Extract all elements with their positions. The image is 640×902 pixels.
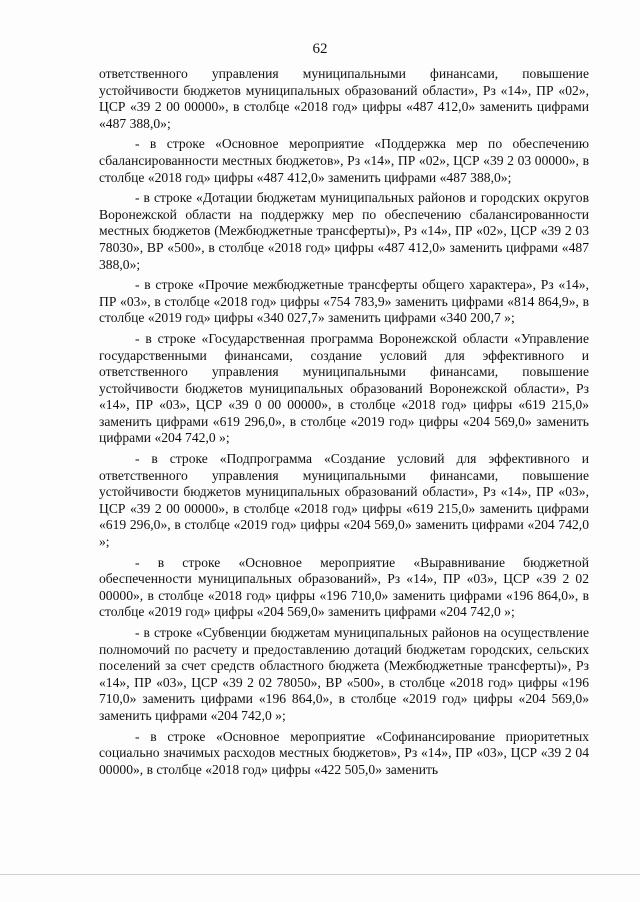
scan-edge-divider	[0, 874, 640, 875]
document-body	[99, 66, 589, 782]
paragraph: - в строке «Подпрограмма «Создание условий для эффективного и ответственного управления муниципальными финансами, повышение устойчивости бюджетов муниципальных образований области», Рз «14», ПР «03», ЦСР «39 2 00 00000», в столбце «2018 год» цифры «619 215,0» заменить цифрами «619 296,0», в столбце «2019 год» цифры «204 569,0» заменить цифрами «204 742,0 »;	[99, 451, 589, 550]
paragraph: - в строке «Основное мероприятие «Софинансирование приоритетных социально значимых расходов местных бюджетов», Рз «14», ПР «03», ЦСР «39 2 04 00000», в столбце «2018 год» цифры «422 505,0» заменить	[99, 728, 589, 777]
paragraph: - в строке «Прочие межбюджетные трансферты общего характера», Рз «14», ПР «03», в столбце «2018 год» цифры «754 783,9» заменить цифрами «814 864,9», в столбце «2019 год» цифры «340 027,7» заменить цифрами «340 200,7 »;	[99, 277, 589, 326]
paragraph: - в строке «Основное мероприятие «Поддержка мер по обеспечению сбалансированности местных бюджетов», Рз «14», ПР «02», ЦСР «39 2 03 00000», в столбце «2018 год» цифры «487 412,0» заменить цифрами «487 388,0»;	[99, 136, 589, 185]
page-number: 62	[312, 41, 328, 57]
paragraph-continued: ответственного управления муниципальными финансами, повышение устойчивости бюджетов муниципальных образований области», Рз «14», ПР «02», ЦСР «39 2 00 00000», в столбце «2018 год» цифры «487 412,0» заменить цифрами «487 388,0»;	[99, 66, 589, 131]
paragraph: - в строке «Дотации бюджетам муниципальных районов и городских округов Воронежской области на поддержку мер по обеспечению сбалансированности местных бюджетов (Межбюджетные трансферты)», Рз «14», ПР «02», ЦСР «39 2 03 78030», ВР «500», в столбце «2018 год» цифры «487 412,0» заменить цифрами «487 388,0»;	[99, 190, 589, 272]
paragraph: - в строке «Основное мероприятие «Выравнивание бюджетной обеспеченности муниципальных образований», Рз «14», ПР «03», ЦСР «39 2 02 00000», в столбце «2018 год» цифры «196 710,0» заменить цифрами «196 864,0», в столбце «2019 год» цифры «204 569,0» заменить цифрами «204 742,0 »;	[99, 554, 589, 620]
paragraph: - в строке «Государственная программа Воронежской области «Управление государственными финансами, создание условий для эффективного и ответственного управления муниципальными финансами, повышение устойчивости бюджетов муниципальных образований Воронежской области», Рз «14», ПР «03», ЦСР «39 0 00 00000», в столбце «2018 год» цифры «619 215,0» заменить цифрами «619 296,0», в столбце «2019 год» цифры «204 569,0» заменить цифрами «204 742,0 »;	[99, 330, 589, 446]
paragraph: - в строке «Субвенции бюджетам муниципальных районов на осуществление полномочий по расчету и предоставлению дотаций бюджетам городских, сельских поселений за счет средств областного бюджета (Межбюджетные трансферты)», Рз «14», ПР «03», ЦСР «39 2 02 78050», ВР «500», в столбце «2018 год» цифры «196 710,0» заменить цифрами «196 864,0», в столбце «2019 год» цифры «204 569,0» заменить цифрами «204 742,0 »;	[99, 625, 589, 723]
